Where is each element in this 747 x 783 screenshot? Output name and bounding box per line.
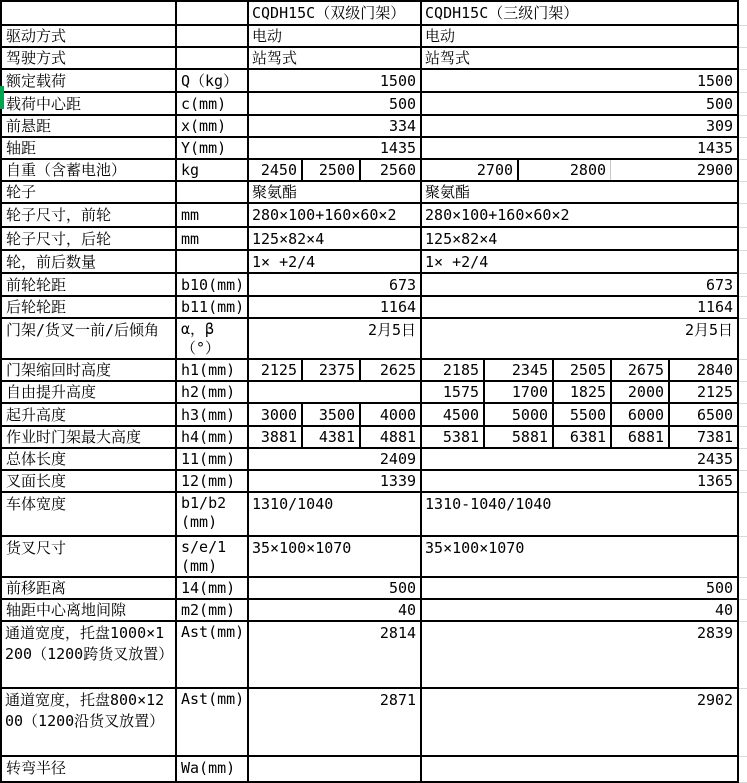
cell-rear-wheel-size-c[interactable]: 125×82×4 (248, 227, 421, 250)
cell-sliver (738, 359, 747, 381)
cell-body-width-c[interactable]: 1310/1040 (248, 492, 421, 536)
cell-operation-c[interactable]: 站驾式 (248, 47, 421, 69)
cell-overall-length-d[interactable]: 2435 (421, 448, 738, 470)
cell-overall-length-sym[interactable]: 11(mm) (176, 448, 248, 470)
cell-front-wheel-size-sym[interactable]: mm (176, 203, 248, 227)
table-row (1, 492, 747, 536)
cell-header-sym[interactable] (176, 1, 248, 25)
cell-sliver (738, 577, 747, 599)
cell-reach-sym[interactable]: 14(mm) (176, 577, 248, 599)
cell-sliver (738, 25, 747, 47)
cell-length-to-fork-label[interactable]: 叉面长度 (1, 470, 176, 492)
table-row (1, 403, 747, 426)
table-row (1, 318, 747, 359)
cell-sliver (738, 599, 747, 621)
cell-mast-lowered-d-3[interactable]: 2675 (611, 359, 669, 381)
cell-mast-lowered-d-2[interactable]: 2505 (553, 359, 611, 381)
cell-sliver (738, 688, 747, 756)
cell-lift-height-d-4[interactable]: 6500 (669, 403, 738, 426)
cell-turning-radius-label[interactable]: 转弯半径 (1, 756, 176, 782)
table-row (1, 69, 747, 92)
cell-sliver (738, 296, 747, 318)
cell-ground-clearance-sym[interactable]: m2(mm) (176, 599, 248, 621)
table-row (1, 47, 747, 69)
cell-mast-extended-d-0[interactable]: 5381 (421, 426, 484, 448)
cell-rear-track-sym[interactable]: b11(mm) (176, 296, 248, 318)
cell-mast-extended-d-1[interactable]: 5881 (484, 426, 553, 448)
cell-lift-height-d-1[interactable]: 5000 (484, 403, 553, 426)
table-row (1, 137, 747, 159)
cell-weight-d-0: 2700 (422, 160, 519, 180)
cell-sliver (738, 47, 747, 69)
cell-lift-height-d-2[interactable]: 5500 (553, 403, 611, 426)
cell-sliver (738, 273, 747, 296)
cell-fork-size-sym[interactable] (176, 536, 248, 577)
cell-weight-c-2[interactable]: 2560 (360, 159, 421, 181)
cell-sliver (738, 470, 747, 492)
cell-front-track-c[interactable]: 673 (248, 273, 421, 296)
cell-fork-size-d[interactable]: 35×100×1070 (421, 536, 738, 577)
cell-body-width-label[interactable]: 车体宽度 (1, 492, 176, 536)
table-row (1, 621, 747, 688)
cell-sliver (738, 227, 747, 250)
table-row (1, 203, 747, 227)
cell-mast-lowered-label[interactable]: 门架缩回时高度 (1, 359, 176, 381)
cell-body-width-sym[interactable] (176, 492, 248, 536)
cell-mast-lowered-sym[interactable]: h1(mm) (176, 359, 248, 381)
cell-sliver (738, 181, 747, 203)
cell-lift-height-sym[interactable]: h3(mm) (176, 403, 248, 426)
cell-operation-label[interactable]: 驾驶方式 (1, 47, 176, 69)
cell-tilt-label[interactable]: 门架/货叉一前/后倾角 (1, 318, 176, 359)
cell-sliver (738, 69, 747, 92)
cell-mast-extended-c-1[interactable]: 4381 (302, 426, 360, 448)
cell-sliver (738, 318, 747, 359)
cell-free-lift-label[interactable]: 自由提升高度 (1, 381, 176, 403)
cell-sliver (738, 426, 747, 448)
table-row (1, 92, 747, 115)
cell-mast-extended-d-4[interactable]: 7381 (669, 426, 738, 448)
cell-rear-wheel-size-d[interactable]: 125×82×4 (421, 227, 738, 250)
cell-weight-c-1[interactable]: 2500 (302, 159, 360, 181)
cell-aisle-800-c[interactable]: 2871 (248, 688, 421, 756)
cell-lift-height-d-0[interactable]: 4500 (421, 403, 484, 426)
cell-header-model-triple[interactable]: CQDH15C（三级门架） (421, 1, 738, 25)
tilt-sym-line1: α，β (181, 320, 215, 338)
cell-drive-c[interactable]: 电动 (248, 25, 421, 47)
cell-length-to-fork-sym[interactable]: 12(mm) (176, 470, 248, 492)
cell-capacity-d[interactable]: 1500 (421, 69, 738, 92)
cell-rear-track-c[interactable]: 1164 (248, 296, 421, 318)
cell-free-lift-d-2[interactable]: 1825 (553, 381, 611, 403)
cell-capacity-sym[interactable]: Q（kg） (176, 69, 248, 92)
cell-header-label[interactable] (1, 1, 176, 25)
cell-wheel-count-c[interactable]: 1× +2/4 (248, 250, 421, 273)
table-row (1, 115, 747, 137)
cell-mast-lowered-c-2[interactable]: 2625 (360, 359, 421, 381)
cell-turning-radius-sym[interactable]: Wa(mm) (176, 756, 248, 782)
cell-turning-radius-c[interactable] (248, 756, 421, 782)
cell-wheelbase-sym[interactable]: Y(mm) (176, 137, 248, 159)
cell-front-overhang-c[interactable]: 334 (248, 115, 421, 137)
table-row (1, 296, 747, 318)
cell-rear-wheel-size-label[interactable]: 轮子尺寸，后轮 (1, 227, 176, 250)
cell-overall-length-c[interactable]: 2409 (248, 448, 421, 470)
cell-aisle-800-label[interactable]: 通道宽度，托盘800×1200（1200沿货叉放置） (1, 688, 176, 756)
cell-lift-height-c-2[interactable]: 4000 (360, 403, 421, 426)
tilt-sym-line2: （°） (181, 339, 221, 357)
table-row (1, 1, 747, 25)
cell-front-wheel-size-d[interactable]: 280×100+160×60×2 (421, 203, 738, 227)
cell-drive-label[interactable]: 驱动方式 (1, 25, 176, 47)
cell-free-lift-d-3[interactable]: 2000 (611, 381, 669, 403)
table-row (1, 448, 747, 470)
cell-front-overhang-d[interactable]: 309 (421, 115, 738, 137)
table-row (1, 273, 747, 296)
cell-mast-lowered-d-1[interactable]: 2345 (484, 359, 553, 381)
cell-sliver (738, 250, 747, 273)
table-row (1, 536, 747, 577)
cell-weight-d-2: 2900 (696, 161, 734, 179)
body-width-sym-line2: (mm) (181, 513, 218, 531)
cell-wheel-count-d[interactable]: 1× +2/4 (421, 250, 738, 273)
cell-operation-sym[interactable] (176, 47, 248, 69)
cell-drive-sym[interactable] (176, 25, 248, 47)
table-row (1, 426, 747, 448)
cell-weight-sym[interactable]: kg (176, 159, 248, 181)
cell-wheels-d[interactable]: 聚氨酯 (421, 181, 738, 203)
cell-load-center-d[interactable]: 500 (421, 92, 738, 115)
cell-mast-extended-c-2[interactable]: 4881 (360, 426, 421, 448)
table-row (1, 25, 747, 47)
table-row (1, 359, 747, 381)
cell-aisle-1000-c[interactable]: 2814 (248, 621, 421, 688)
cell-sliver (738, 203, 747, 227)
body-width-sym-line1: b1/b2 (181, 494, 227, 512)
cell-wheelbase-c[interactable]: 1435 (248, 137, 421, 159)
cell-capacity-label[interactable]: 额定载荷 (1, 69, 176, 92)
cell-length-to-fork-d[interactable]: 1365 (421, 470, 738, 492)
cell-aisle-1000-sym[interactable]: Ast(mm) (176, 621, 248, 688)
cell-sliver (738, 756, 747, 782)
cell-aisle-1000-label[interactable]: 通道宽度，托盘1000×1200（1200跨货叉放置） (1, 621, 176, 688)
cell-free-lift-d-0[interactable]: 1575 (421, 381, 484, 403)
cell-load-center-c[interactable]: 500 (248, 92, 421, 115)
cell-weight-label[interactable]: 自重（含蓄电池） (1, 159, 176, 181)
cell-mast-lowered-d-4[interactable]: 2840 (669, 359, 738, 381)
cell-load-center-sym[interactable]: c(mm) (176, 92, 248, 115)
cell-front-track-d[interactable]: 673 (421, 273, 738, 296)
cell-sliver (738, 621, 747, 688)
cell-sliver (738, 92, 747, 115)
cell-body-width-d[interactable]: 1310-1040/1040 (421, 492, 738, 536)
table-row (1, 381, 747, 403)
cell-drive-d[interactable]: 电动 (421, 25, 738, 47)
cell-mast-extended-d-2[interactable]: 6381 (553, 426, 611, 448)
cell-weight-c-0[interactable]: 2450 (248, 159, 302, 181)
cell-rear-track-d[interactable]: 1164 (421, 296, 738, 318)
cell-sliver (738, 115, 747, 137)
table-row (1, 227, 747, 250)
cell-wheelbase-label[interactable]: 轴距 (1, 137, 176, 159)
cell-free-lift-c[interactable] (248, 381, 421, 403)
cell-weight-d-1: 2800 (519, 160, 611, 180)
cell-front-track-label[interactable]: 前轮轮距 (1, 273, 176, 296)
cell-front-overhang-sym[interactable]: x(mm) (176, 115, 248, 137)
cell-mast-extended-label[interactable]: 作业时门架最大高度 (1, 426, 176, 448)
cell-lift-height-label[interactable]: 起升高度 (1, 403, 176, 426)
cell-sliver (738, 1, 747, 25)
cell-mast-lowered-d-0[interactable]: 2185 (421, 359, 484, 381)
cell-lift-height-c-0[interactable]: 3000 (248, 403, 302, 426)
cell-front-track-sym[interactable]: b10(mm) (176, 273, 248, 296)
cell-mast-lowered-c-1[interactable]: 2375 (302, 359, 360, 381)
table-row (1, 181, 747, 203)
cell-mast-extended-c-0[interactable]: 3881 (248, 426, 302, 448)
table-row (1, 577, 747, 599)
cell-weight-d[interactable] (421, 159, 738, 181)
cell-sliver (738, 403, 747, 426)
row-selection-marker (0, 86, 4, 109)
cell-front-wheel-size-c[interactable]: 280×100+160×60×2 (248, 203, 421, 227)
cell-front-wheel-size-label[interactable]: 轮子尺寸，前轮 (1, 203, 176, 227)
cell-capacity-c[interactable]: 1500 (248, 69, 421, 92)
cell-ground-clearance-d[interactable]: 40 (421, 599, 738, 621)
table-row (1, 688, 747, 756)
cell-sliver (738, 492, 747, 536)
table-row (1, 756, 747, 782)
cell-aisle-1000-d[interactable]: 2839 (421, 621, 738, 688)
cell-wheels-sym[interactable] (176, 181, 248, 203)
table-row (1, 470, 747, 492)
cell-free-lift-d-1[interactable]: 1700 (484, 381, 553, 403)
cell-rear-track-label[interactable]: 后轮轮距 (1, 296, 176, 318)
cell-operation-d[interactable]: 站驾式 (421, 47, 738, 69)
cell-fork-size-c[interactable]: 35×100×1070 (248, 536, 421, 577)
cell-rear-wheel-size-sym[interactable]: mm (176, 227, 248, 250)
table-row (1, 159, 747, 181)
cell-mast-extended-d-3[interactable]: 6881 (611, 426, 669, 448)
cell-aisle-800-sym[interactable]: Ast(mm) (176, 688, 248, 756)
fork-size-sym-line1: s/e/1 (181, 538, 227, 556)
cell-wheel-count-sym[interactable] (176, 250, 248, 273)
cell-lift-height-c-1[interactable]: 3500 (302, 403, 360, 426)
cell-wheelbase-d[interactable]: 1435 (421, 137, 738, 159)
cell-mast-extended-sym[interactable]: h4(mm) (176, 426, 248, 448)
cell-length-to-fork-c[interactable]: 1339 (248, 470, 421, 492)
cell-reach-label[interactable]: 前移距离 (1, 577, 176, 599)
cell-ground-clearance-label[interactable]: 轴距中心离地间隙 (1, 599, 176, 621)
cell-reach-d[interactable]: 500 (421, 577, 738, 599)
cell-load-center-label[interactable]: 载荷中心距 (1, 92, 176, 115)
cell-tilt-c[interactable]: 2月5日 (248, 318, 421, 359)
cell-sliver (738, 381, 747, 403)
table-row (1, 599, 747, 621)
cell-overall-length-label[interactable]: 总体长度 (1, 448, 176, 470)
cell-lift-height-d-3[interactable]: 6000 (611, 403, 669, 426)
cell-turning-radius-d[interactable] (421, 756, 738, 782)
cell-aisle-800-d[interactable]: 2902 (421, 688, 738, 756)
cell-header-model-double[interactable]: CQDH15C（双级门架） (248, 1, 421, 25)
cell-tilt-d[interactable]: 2月5日 (421, 318, 738, 359)
cell-sliver (738, 536, 747, 577)
cell-sliver (738, 159, 747, 181)
cell-fork-size-label[interactable]: 货叉尺寸 (1, 536, 176, 577)
cell-wheels-c[interactable]: 聚氨酯 (248, 181, 421, 203)
cell-ground-clearance-c[interactable]: 40 (248, 599, 421, 621)
cell-free-lift-sym[interactable]: h2(mm) (176, 381, 248, 403)
cell-free-lift-d-4[interactable]: 2125 (669, 381, 738, 403)
cell-wheel-count-label[interactable]: 轮，前后数量 (1, 250, 176, 273)
cell-tilt-sym[interactable] (176, 318, 248, 359)
cell-sliver (738, 137, 747, 159)
cell-reach-c[interactable]: 500 (248, 577, 421, 599)
cell-sliver (738, 448, 747, 470)
cell-front-overhang-label[interactable]: 前悬距 (1, 115, 176, 137)
cell-wheels-label[interactable]: 轮子 (1, 181, 176, 203)
table-row (1, 250, 747, 273)
cell-mast-lowered-c-0[interactable]: 2125 (248, 359, 302, 381)
fork-size-sym-line2: (mm) (181, 557, 218, 575)
